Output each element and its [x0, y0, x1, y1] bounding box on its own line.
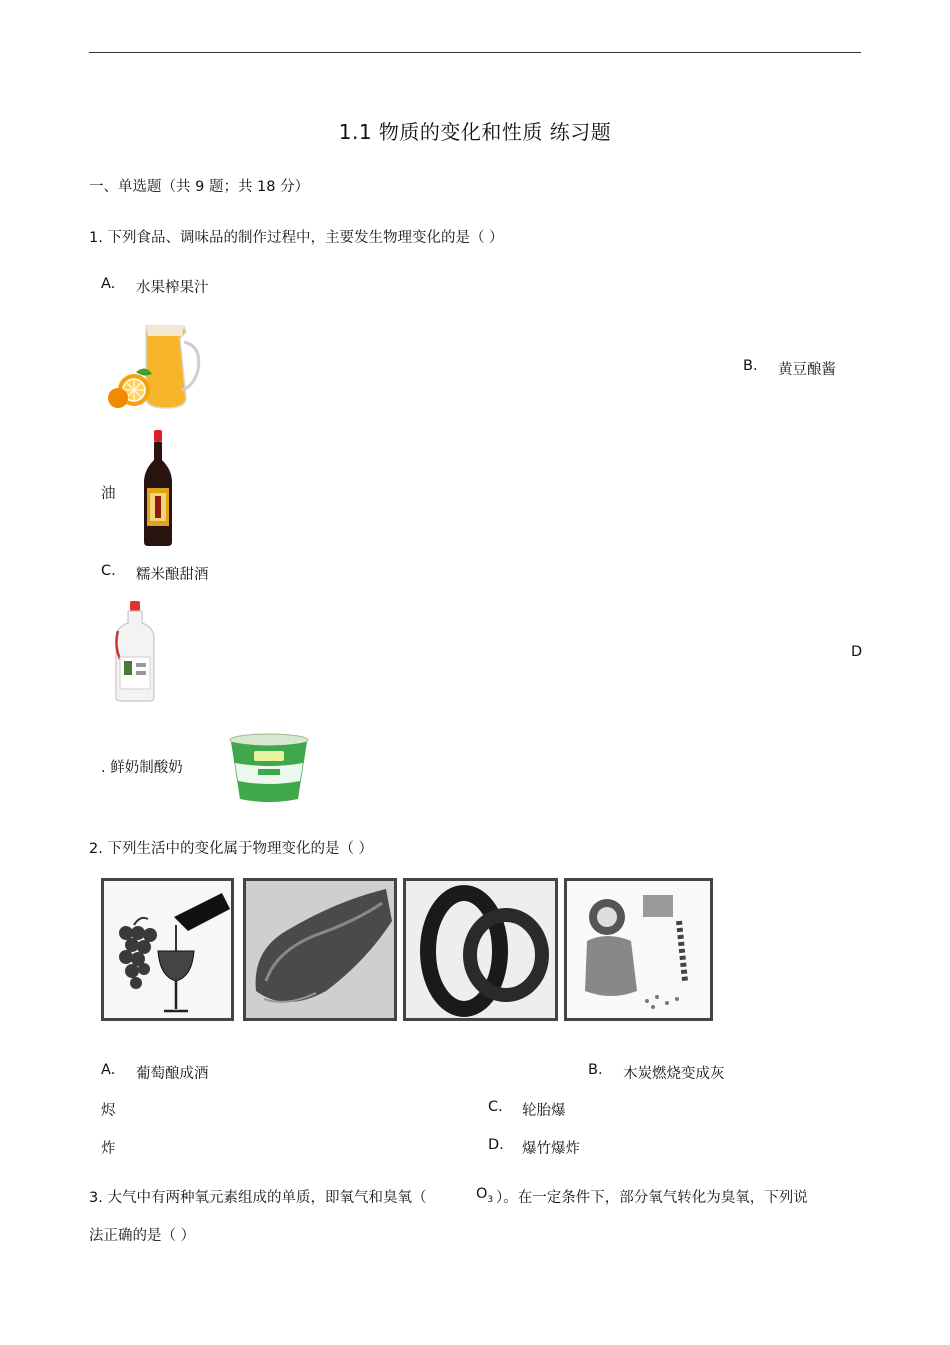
q3-stem-line2: 法正确的是（ ）: [89, 1228, 196, 1244]
q1-stem: 1. 下列食品、调味品的制作过程中，主要发生物理变化的是（ ）: [89, 230, 504, 246]
yogurt-cup-image: [228, 733, 310, 805]
q2-option-d-text: 爆竹爆炸: [522, 1141, 580, 1157]
q2-stem: 2. 下列生活中的变化属于物理变化的是（ ）: [89, 841, 374, 857]
q1-option-b-text: 黄豆酿酱: [778, 362, 836, 378]
q2-option-c-wrap: 炸: [101, 1141, 116, 1157]
q1-option-b-wrap: 油: [101, 486, 116, 502]
q3-ozone-subscript: 3: [487, 1194, 494, 1205]
tire-photo: [403, 878, 558, 1021]
q2-option-a-text: 葡萄酿成酒: [136, 1066, 209, 1082]
q1-option-c-text: 糯米酿甜酒: [136, 567, 209, 583]
q2-option-c-text: 轮胎爆: [522, 1103, 566, 1119]
page-title: 1.1 物质的变化和性质 练习题: [338, 120, 612, 144]
q2-option-a-letter: A.: [101, 1062, 116, 1078]
q2-option-b-text: 木炭燃烧变成灰: [623, 1066, 725, 1082]
q1-option-a-text: 水果榨果汁: [136, 280, 209, 296]
q3-stem-line1-start: 3. 大气中有两种氧元素组成的单质，即氧气和臭氧（: [89, 1190, 427, 1206]
firecracker-photo: [564, 878, 713, 1021]
q3-ozone-symbol: O: [476, 1186, 488, 1202]
soy-sauce-bottle-image: [140, 430, 176, 548]
q3-stem-line1-end: ）。在一定条件下，部分氧气转化为臭氧，下列说: [496, 1190, 808, 1206]
charcoal-photo: [243, 878, 397, 1021]
grape-wine-photo: [101, 878, 234, 1021]
q1-option-d-letter: D: [851, 644, 863, 660]
q2-option-b-letter: B.: [588, 1062, 603, 1078]
header-rule: [89, 52, 861, 53]
q2-option-b-wrap: 烬: [101, 1103, 116, 1119]
section-heading: 一、单选题（共 9 题；共 18 分）: [89, 179, 310, 195]
q1-option-d-text: . 鲜奶制酸奶: [101, 760, 183, 776]
rice-wine-bottle-image: [112, 601, 158, 703]
q2-option-d-letter: D.: [488, 1137, 504, 1153]
q1-option-a-letter: A.: [101, 276, 116, 292]
q3-ozone-formula: [476, 1186, 493, 1205]
q2-option-c-letter: C.: [488, 1099, 503, 1115]
q1-option-b-letter: B.: [743, 358, 758, 374]
orange-juice-image: [106, 320, 206, 415]
q1-option-c-letter: C.: [101, 563, 116, 579]
